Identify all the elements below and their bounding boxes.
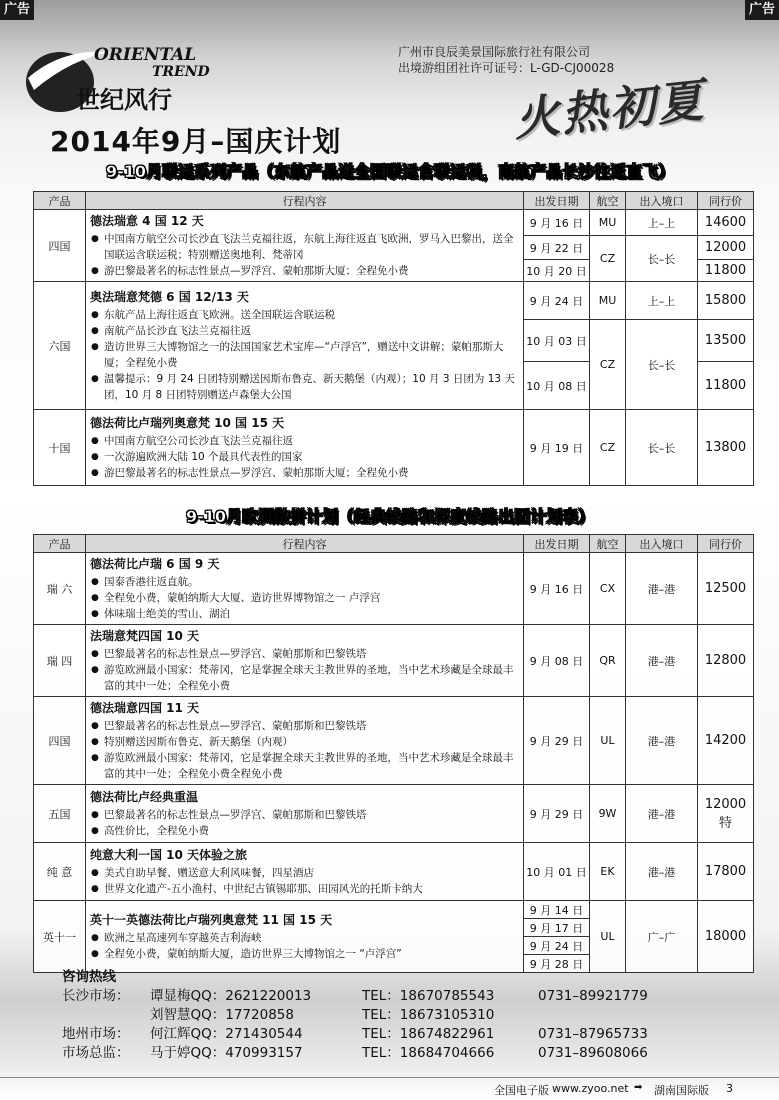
consult-qq: 何江辉QQ：271430544 — [150, 1026, 303, 1042]
product-cell: 十国 — [34, 410, 86, 486]
price-cell: 14600 — [698, 210, 754, 236]
table-row — [34, 785, 754, 843]
section1-banner: 9-10月联运系列产品（东航产品送全国联运含联运税，南航产品长沙往返直飞） — [105, 162, 675, 181]
airline-cell: CZ — [590, 236, 626, 282]
route-cell — [86, 625, 524, 697]
consult-tel: TEL：18674822961 — [362, 1026, 495, 1042]
port-cell: 港–港 — [626, 785, 698, 843]
consult-tel: TEL：18684704666 — [362, 1045, 495, 1061]
th-product: 产品 — [34, 535, 86, 553]
arrow-icon: ➡ — [634, 1082, 643, 1093]
route-title: 奥法瑞意梵德 6 国 12/13 天 — [90, 290, 249, 304]
port-cell: 港–港 — [626, 553, 698, 625]
price-value: 12000 — [704, 796, 747, 812]
th-price: 同行价 — [698, 192, 754, 210]
th-date: 出发日期 — [524, 192, 590, 210]
route-bullet: ● 美式自助早餐、赠送意大利风味餐，四星酒店 — [90, 865, 519, 881]
date-cell: 9 月 17 日 — [524, 919, 590, 937]
route-bullet: ● 世界文化遗产-五小渔村、中世纪古镇锡耶那、田园风光的托斯卡纳大 — [90, 881, 519, 897]
date-cell: 9 月 22 日 — [524, 236, 590, 260]
consult-hotline — [62, 968, 648, 1063]
route-bullet: ● 全程免小费，蒙帕纳斯大厦，造访世界三大博物馆之一 “卢浮宫” — [90, 946, 519, 962]
price-cell: 12500 — [698, 553, 754, 625]
th-price: 同行价 — [698, 535, 754, 553]
date-cell: 9 月 24 日 — [524, 937, 590, 955]
price-cell: 12000 — [698, 236, 754, 260]
route-cell — [86, 282, 524, 410]
date-cell: 9 月 24 日 — [524, 282, 590, 320]
port-cell: 港–港 — [626, 843, 698, 901]
route-title: 德法荷比卢经典重温 — [90, 790, 199, 804]
route-bullet: ● 全程免小费，蒙帕纳斯大大厦、造访世界博物馆之一 卢浮宫 — [90, 590, 519, 606]
th-product: 产品 — [34, 192, 86, 210]
footer-edition: 全国电子版 — [494, 1084, 549, 1097]
product-cell: 瑞 六 — [34, 553, 86, 625]
slogan: 火热初夏 — [510, 72, 708, 147]
route-title: 纯意大利一国 10 天体验之旅 — [90, 848, 248, 862]
consult-tel: TEL：18673105310 — [362, 1007, 495, 1023]
date-cell: 9 月 29 日 — [524, 785, 590, 843]
route-bullet: ● 游巴黎最著名的标志性景点—罗浮宫、蒙帕那斯大厦；全程免小费 — [90, 263, 519, 279]
route-bullet: ● 巴黎最著名的标志性景点—罗浮宫、蒙帕那斯和巴黎铁塔 — [90, 646, 519, 662]
consult-label: 市场总监： — [62, 1045, 130, 1061]
ad-tag-right: 广告 — [745, 0, 779, 20]
route-bullet: ● 东航产品上海往返直飞欧洲。送全国联运含联运税 — [90, 307, 519, 323]
route-bullet: ● 游览欧洲最小国家：梵蒂冈，它是掌握全球天主教世界的圣地，当中艺术珍藏是全球最丰富的其中一处；全程免小费 — [90, 662, 519, 694]
date-cell: 9 月 16 日 — [524, 553, 590, 625]
port-cell: 广–广 — [626, 901, 698, 973]
th-airline: 航空 — [590, 535, 626, 553]
route-bullet: ● 南航产品长沙直飞法兰克福往返 — [90, 323, 519, 339]
port-cell: 长–长 — [626, 236, 698, 282]
th-date: 出发日期 — [524, 535, 590, 553]
company-info — [398, 44, 614, 76]
price-cell: 17800 — [698, 843, 754, 901]
product-cell: 英十一 — [34, 901, 86, 973]
price-cell: 11800 — [698, 260, 754, 282]
consult-phone: 0731–89608066 — [538, 1045, 648, 1061]
logo-en-1: ORIENTAL — [94, 45, 197, 65]
price-cell: 15800 — [698, 282, 754, 320]
table-row — [34, 553, 754, 625]
route-bullet: ● 欧洲之星高速列车穿越英吉利海峡 — [90, 930, 519, 946]
route-title: 德法瑞意四国 11 天 — [90, 701, 200, 715]
section2-table — [33, 534, 754, 973]
route-bullet: ● 国泰香港往返直航。 — [90, 574, 519, 590]
port-cell: 长–长 — [626, 320, 698, 410]
footer-page-number: 3 — [726, 1082, 733, 1095]
table-row — [34, 410, 754, 486]
th-port: 出入境口 — [626, 192, 698, 210]
airline-cell: QR — [590, 625, 626, 697]
route-bullet: ● 中国南方航空公司长沙直飞法兰克福往返 — [90, 433, 519, 449]
logo-en-2: TREND — [152, 64, 210, 80]
footer-site[interactable]: www.zyoo.net — [552, 1082, 629, 1095]
table-row — [34, 625, 754, 697]
route-bullet: ● 造访世界三大博物馆之一的法国国家艺术宝库—“卢浮宫”，赠送中文讲解；蒙帕那斯大厦；全程免小费 — [90, 339, 519, 371]
section1-header-row — [34, 192, 754, 210]
footer — [0, 1077, 779, 1100]
date-cell: 10 月 20 日 — [524, 260, 590, 282]
airline-cell: MU — [590, 282, 626, 320]
consult-qq: 刘智慧QQ：17720858 — [150, 1007, 294, 1023]
product-cell: 纯 意 — [34, 843, 86, 901]
product-cell: 四国 — [34, 697, 86, 785]
consult-heading: 咨询热线 — [62, 969, 116, 985]
consult-row — [62, 1025, 648, 1044]
footer-region: 湖南国际版 — [654, 1084, 709, 1097]
route-bullet: ● 高性价比，全程免小费 — [90, 823, 519, 839]
company-logo — [22, 38, 222, 120]
route-bullet: ● 一次游遍欧洲大陆 10 个最具代表性的国家 — [90, 449, 519, 465]
company-name: 广州市良辰美景国际旅行社有限公司 — [398, 45, 591, 59]
table-row — [34, 901, 754, 919]
airline-cell: CZ — [590, 410, 626, 486]
date-cell: 9 月 28 日 — [524, 955, 590, 973]
consult-phone: 0731–87965733 — [538, 1026, 648, 1042]
route-cell — [86, 410, 524, 486]
port-cell: 港–港 — [626, 625, 698, 697]
page-title: 2014年9月–国庆计划 — [50, 125, 342, 158]
product-cell: 五国 — [34, 785, 86, 843]
table-row — [34, 697, 754, 785]
route-cell — [86, 843, 524, 901]
date-cell: 10 月 08 日 — [524, 362, 590, 410]
airline-cell: CZ — [590, 320, 626, 410]
price-cell: 12800 — [698, 625, 754, 697]
consult-qq: 马于婷QQ：470993157 — [150, 1045, 303, 1061]
license-number: 出境游组团社许可证号：L-GD-CJ00028 — [398, 61, 615, 75]
price-cell: 13500 — [698, 320, 754, 362]
port-cell: 上–上 — [626, 282, 698, 320]
airline-cell: EK — [590, 843, 626, 901]
route-title: 德法荷比卢瑞 6 国 9 天 — [90, 557, 220, 571]
th-port: 出入境口 — [626, 535, 698, 553]
consult-tel: TEL：18670785543 — [362, 988, 495, 1004]
price-cell — [698, 785, 754, 843]
route-bullet: ● 游巴黎最著名的标志性景点—罗浮宫、蒙帕那斯大厦；全程免小费 — [90, 465, 519, 481]
route-bullet: ● 体味瑞士绝美的雪山、湖泊 — [90, 606, 519, 622]
consult-row — [62, 1044, 648, 1063]
port-cell: 港–港 — [626, 697, 698, 785]
route-title: 德法瑞意 4 国 12 天 — [90, 214, 204, 228]
date-cell: 10 月 01 日 — [524, 843, 590, 901]
route-bullet: ● 巴黎最著名的标志性景点—罗浮宫、蒙帕那斯和巴黎铁塔 — [90, 718, 519, 734]
route-bullet: ● 巴黎最著名的标志性景点—罗浮宫、蒙帕那斯和巴黎铁塔 — [90, 807, 519, 823]
price-cell: 14200 — [698, 697, 754, 785]
consult-row — [62, 1006, 495, 1025]
th-route: 行程内容 — [86, 192, 524, 210]
price-cell: 11800 — [698, 362, 754, 410]
price-cell: 18000 — [698, 901, 754, 973]
product-cell: 六国 — [34, 282, 86, 410]
section2-banner: 9-10月欧洲散拼计划（经典线路和深度线路出团计划表） — [185, 507, 595, 526]
consult-qq: 谭显梅QQ：2621220013 — [150, 988, 312, 1004]
th-airline: 航空 — [590, 192, 626, 210]
route-bullet: ● 特别赠送因斯布鲁克、新天鹅堡（内观） — [90, 734, 519, 750]
route-cell — [86, 785, 524, 843]
route-bullet: ● 温馨提示：9 月 24 日团特别赠送因斯布鲁克、新天鹅堡（内观）；10 月 3 日团为 13 天团，10 月 8 日团特别赠送卢森堡大公国 — [90, 371, 519, 403]
port-cell: 长–长 — [626, 410, 698, 486]
route-title: 德法荷比卢瑞列奥意梵 10 国 15 天 — [90, 416, 285, 430]
table-row — [34, 210, 754, 236]
product-cell: 四国 — [34, 210, 86, 282]
airline-cell: MU — [590, 210, 626, 236]
port-cell: 上–上 — [626, 210, 698, 236]
consult-label: 地州市场： — [62, 1026, 130, 1042]
route-cell — [86, 210, 524, 282]
section2-header-row — [34, 535, 754, 553]
route-title: 法瑞意梵四国 10 天 — [90, 629, 200, 643]
route-cell — [86, 553, 524, 625]
date-cell: 9 月 29 日 — [524, 697, 590, 785]
date-cell: 10 月 03 日 — [524, 320, 590, 362]
ad-tag-left: 广告 — [0, 0, 34, 20]
section1-table — [33, 191, 754, 486]
product-cell: 瑞 四 — [34, 625, 86, 697]
airline-cell: UL — [590, 901, 626, 973]
route-bullet: ● 中国南方航空公司长沙直飞法兰克福往返，东航上海往返直飞欧洲，罗马入巴黎出，送全国联运含联运税；特别赠送奥地利、梵蒂冈 — [90, 231, 519, 263]
route-title: 英十一英德法荷比卢瑞列奥意梵 11 国 15 天 — [90, 913, 333, 927]
route-cell — [86, 697, 524, 785]
logo-cn: 世纪风行 — [76, 86, 172, 114]
price-special: 特 — [718, 815, 732, 831]
date-cell: 9 月 16 日 — [524, 210, 590, 236]
table-row — [34, 843, 754, 901]
airline-cell: UL — [590, 697, 626, 785]
th-route: 行程内容 — [86, 535, 524, 553]
table-row — [34, 282, 754, 320]
date-cell: 9 月 19 日 — [524, 410, 590, 486]
date-cell: 9 月 08 日 — [524, 625, 590, 697]
airline-cell: 9W — [590, 785, 626, 843]
consult-label: 长沙市场： — [62, 988, 130, 1004]
consult-row — [62, 987, 648, 1006]
consult-phone: 0731–89921779 — [538, 988, 648, 1004]
price-cell: 13800 — [698, 410, 754, 486]
route-cell — [86, 901, 524, 973]
route-bullet: ● 游览欧洲最小国家：梵蒂冈，它是掌握全球天主教世界的圣地，当中艺术珍藏是全球最丰富的其中一处；全程免小费全程免小费 — [90, 750, 519, 782]
airline-cell: CX — [590, 553, 626, 625]
date-cell: 9 月 14 日 — [524, 901, 590, 919]
